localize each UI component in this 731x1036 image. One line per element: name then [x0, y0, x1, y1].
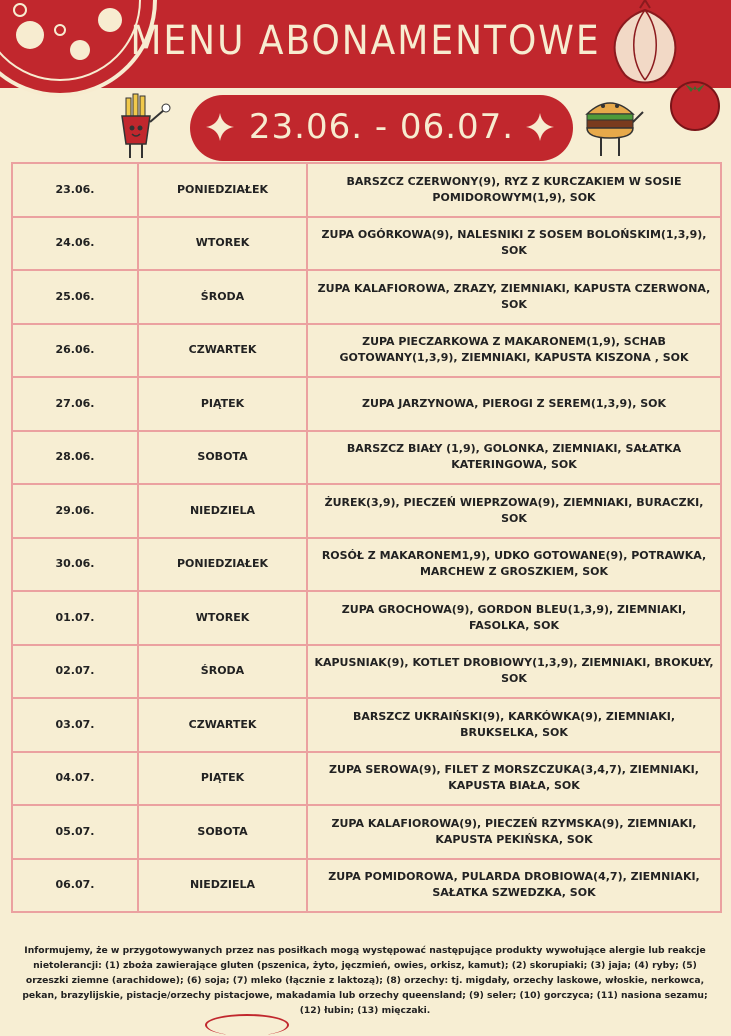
menu-day-cell: CZWARTEK	[138, 698, 307, 752]
menu-row	[12, 645, 721, 699]
menu-dish-cell: ZUPA JARZYNOWA, PIEROGI Z SEREM(1,3,9), SOK	[307, 377, 721, 431]
menu-day-cell: SOBOTA	[138, 431, 307, 485]
date-range-badge	[190, 95, 573, 161]
menu-dish-cell: BARSZCZ CZERWONY(9), RYZ Z KURCZAKIEM W SOSIE POMIDOROWYM(1,9), SOK	[307, 163, 721, 217]
menu-dish-cell: ROSÓŁ Z MAKARONEM1,9), UDKO GOTOWANE(9), POTRAWKA, MARCHEW Z GROSZKIEM, SOK	[307, 538, 721, 592]
menu-day-cell: NIEDZIELA	[138, 484, 307, 538]
menu-day-cell: ŚRODA	[138, 270, 307, 324]
menu-date-cell: 27.06.	[12, 377, 138, 431]
menu-dish-cell: BARSZCZ BIAŁY (1,9), GOLONKA, ZIEMNIAKI, SAŁATKA KATERINGOWA, SOK	[307, 431, 721, 485]
menu-date-cell: 25.06.	[12, 270, 138, 324]
menu-dish-cell: ZUPA OGÓRKOWA(9), NALESNIKI Z SOSEM BOLOŃSKIM(1,3,9), SOK	[307, 217, 721, 271]
menu-date-cell: 28.06.	[12, 431, 138, 485]
menu-date-cell: 29.06.	[12, 484, 138, 538]
menu-row	[12, 859, 721, 913]
menu-dish-cell: ZUPA SEROWA(9), FILET Z MORSZCZUKA(3,4,7), ZIEMNIAKI, KAPUSTA BIAŁA, SOK	[307, 752, 721, 806]
menu-day-cell: NIEDZIELA	[138, 859, 307, 913]
menu-table	[11, 162, 722, 913]
menu-day-cell: WTOREK	[138, 591, 307, 645]
menu-dish-cell: KAPUSNIAK(9), KOTLET DROBIOWY(1,3,9), ZIEMNIAKI, BROKUŁY, SOK	[307, 645, 721, 699]
menu-row	[12, 270, 721, 324]
menu-date-cell: 26.06.	[12, 324, 138, 378]
burger-mascot-icon	[575, 92, 645, 164]
menu-date-cell: 30.06.	[12, 538, 138, 592]
menu-date-cell: 06.07.	[12, 859, 138, 913]
menu-date-cell: 01.07.	[12, 591, 138, 645]
menu-day-cell: WTOREK	[138, 217, 307, 271]
menu-row	[12, 484, 721, 538]
menu-dish-cell: ZUPA GROCHOWA(9), GORDON BLEU(1,3,9), ZIEMNIAKI, FASOLKA, SOK	[307, 591, 721, 645]
menu-date-cell: 04.07.	[12, 752, 138, 806]
menu-date-cell: 03.07.	[12, 698, 138, 752]
menu-day-cell: PONIEDZIAŁEK	[138, 163, 307, 217]
menu-row	[12, 324, 721, 378]
menu-row	[12, 217, 721, 271]
menu-date-cell: 02.07.	[12, 645, 138, 699]
menu-row	[12, 377, 721, 431]
menu-row	[12, 698, 721, 752]
menu-row	[12, 538, 721, 592]
menu-day-cell: PIĄTEK	[138, 377, 307, 431]
menu-dish-cell: ZUPA KALAFIOROWA(9), PIECZEŃ RZYMSKA(9), ZIEMNIAKI, KAPUSTA PEKIŃSKA, SOK	[307, 805, 721, 859]
allergen-info: Informujemy, że w przygotowywanych przez nas posiłkach mogą występować następujące produkty wywołujące alergie lub reakcje nietolerancji: (1) zboża zawierające gluten (pszenica, żyto, jęczmień, owies, orkisz, kamut); (2) skorupiaki; (3) jaja; (4) ryby; (5) orzeszki ziemne (arachidowe); (6) soja; (7) mleko (łącznie z laktozą); (8) orzechy: tj. migdały, orzechy laskowe, włoskie, nerkowca, pekan, brazylijskie, pistacje/orzechy pistacjowe, makadamia lub orzechy queensland; (9) seler; (10) gorczyca; (11) nasiona sezamu; (12) łubin; (13) mięczaki.	[22, 945, 708, 1016]
decorative-arc	[205, 1014, 289, 1036]
menu-row	[12, 805, 721, 859]
tomato-icon	[665, 72, 725, 132]
menu-row	[12, 591, 721, 645]
page-title: MENU ABONAMENTOWE	[130, 18, 601, 64]
menu-dish-cell: ŻUREK(3,9), PIECZEŃ WIEPRZOWA(9), ZIEMNIAKI, BURACZKI, SOK	[307, 484, 721, 538]
menu-dish-cell: ZUPA POMIDOROWA, PULARDA DROBIOWA(4,7), ZIEMNIAKI, SAŁATKA SZWEDZKA, SOK	[307, 859, 721, 913]
menu-day-cell: SOBOTA	[138, 805, 307, 859]
menu-date-cell: 23.06.	[12, 163, 138, 217]
menu-dish-cell: BARSZCZ UKRAIŃSKI(9), KARKÓWKA(9), ZIEMNIAKI, BRUKSELKA, SOK	[307, 698, 721, 752]
menu-dish-cell: ZUPA PIECZARKOWA Z MAKARONEM(1,9), SCHAB GOTOWANY(1,3,9), ZIEMNIAKI, KAPUSTA KISZONA , SOK	[307, 324, 721, 378]
menu-dish-cell: ZUPA KALAFIOROWA, ZRAZY, ZIEMNIAKI, KAPUSTA CZERWONA, SOK	[307, 270, 721, 324]
date-range-text: 23.06. - 06.07.	[248, 107, 515, 147]
menu-date-cell: 24.06.	[12, 217, 138, 271]
menu-day-cell: PIĄTEK	[138, 752, 307, 806]
menu-day-cell: PONIEDZIAŁEK	[138, 538, 307, 592]
menu-row	[12, 163, 721, 217]
sparkle-icon	[524, 111, 556, 143]
menu-row	[12, 752, 721, 806]
header-banner	[0, 0, 731, 88]
menu-date-cell: 05.07.	[12, 805, 138, 859]
menu-row	[12, 431, 721, 485]
menu-day-cell: CZWARTEK	[138, 324, 307, 378]
fries-mascot-icon	[108, 92, 178, 164]
menu-day-cell: ŚRODA	[138, 645, 307, 699]
